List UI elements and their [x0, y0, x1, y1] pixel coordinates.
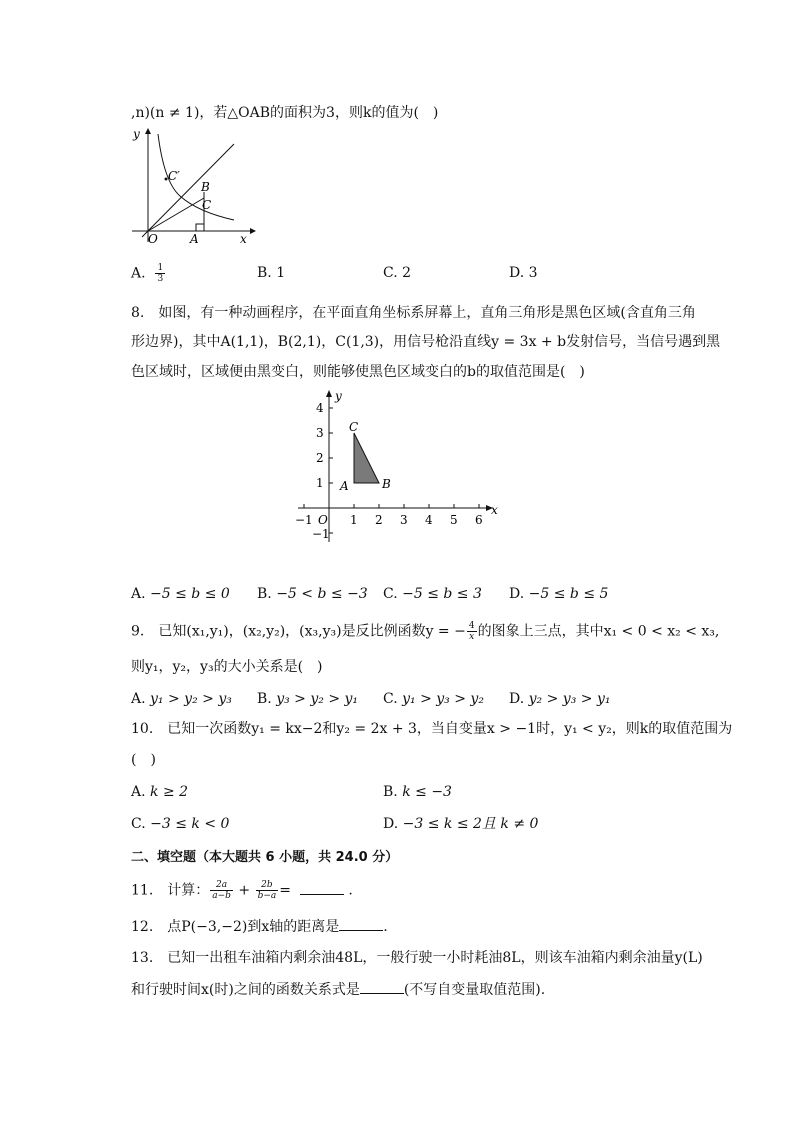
q7-label-o: O — [148, 232, 158, 246]
q7-y-arrow — [145, 128, 151, 134]
q7-label-a: A — [190, 232, 199, 246]
q9-option-a: A. y₁ > y₂ > y₃ — [131, 691, 232, 707]
q8-label-a: A — [340, 479, 349, 493]
q8-x-tick-label: 4 — [425, 513, 433, 527]
q8-option-b: B. −5 < b ≤ −3 — [257, 586, 368, 602]
q7-graph — [128, 124, 258, 246]
q7-label-b: B — [201, 180, 210, 194]
q8-x-tick-label: 2 — [375, 513, 383, 527]
q8-y-tick-label: 2 — [316, 451, 324, 465]
q8-y-ticks — [329, 408, 333, 533]
q13-line-1: 13. 已知一出租车油箱内剩余油48L，一般行驶一小时耗油8L，则该车油箱内剩余油量y(L) — [131, 950, 703, 966]
q8-y-tick-label: 3 — [316, 426, 324, 440]
q7-x-arrow — [250, 228, 256, 234]
q9-line-2: 则y₁，y₂，y₃的大小关系是( ) — [131, 659, 323, 675]
q8-x-ticks — [304, 504, 479, 508]
q7-label-y: y — [133, 127, 140, 141]
q8-y-arrow — [326, 390, 332, 397]
q10-option-d: D. −3 ≤ k ≤ 2且 k ≠ 0 — [383, 816, 539, 832]
q8-option-c: C. −5 ≤ b ≤ 3 — [383, 586, 482, 602]
q10-line-1: 10. 已知一次函数y₁ = kx−2和y₂ = 2x + 3，当自变量x > −1时，y₁ < y₂，则k的取值范围为 — [131, 721, 733, 737]
q8-option-a: A. −5 ≤ b ≤ 0 — [131, 586, 230, 602]
q8-line-3: 色区域时，区域便由黑变白，则能够使黑色区域变白的b的取值范围是( ) — [131, 364, 585, 380]
q13-line-2: 和行驶时间x(时)之间的函数关系式是 (不写自变量取值范围). — [131, 982, 546, 998]
q8-label-c: C — [349, 420, 359, 434]
q8-black-triangle — [354, 433, 379, 483]
q8-y-tick-label: −1 — [312, 527, 330, 541]
q7-line-ob — [142, 144, 234, 237]
q8-line-2: 形边界)，其中A(1,1)，B(2,1)，C(1,3)，用信号枪沿直线y = 3x + b发射信号，当信号遇到黑 — [131, 334, 721, 350]
q8-x-tick-label: 3 — [400, 513, 408, 527]
q11-line: 11. 计算： $\frac{2a}{a-b}$ + $\frac{2b}{b-a}$ = . — [131, 880, 353, 901]
q7-option-c: C. 2 — [383, 265, 412, 281]
q10-option-b: B. k ≤ −3 — [383, 784, 452, 800]
q8-label-b: B — [382, 477, 391, 491]
q7-label-x: x — [240, 232, 247, 246]
q8-x-tick-label: 1 — [350, 513, 358, 527]
q8-x-tick-label: 5 — [450, 513, 458, 527]
q9-line-1: 9. 已知(x₁,y₁)，(x₂,y₂)，(x₃,y₃)是反比例函数y = − $\frac{4}{x}$ 的图象上三点，其中x₁ < 0 < x₂ < x₃, — [131, 621, 720, 642]
q7-right-angle — [196, 224, 204, 231]
q8-option-d: D. −5 ≤ b ≤ 5 — [509, 586, 609, 602]
q13-answer-blank[interactable] — [360, 981, 404, 994]
q7-option-d: D. 3 — [509, 265, 538, 281]
q7-option-a: A. $\frac{1}{3}$ — [131, 263, 164, 284]
q8-y-tick-label: 1 — [316, 476, 324, 490]
q8-x-tick-label: −1 — [295, 513, 313, 527]
q8-line-1: 8. 如图，有一种动画程序，在平面直角坐标系屏幕上，直角三角形是黑色区域(含直角三角 — [131, 305, 696, 321]
q8-label-y: y — [335, 389, 342, 403]
q8-graph — [292, 386, 504, 546]
q8-label-x: x — [491, 503, 498, 517]
q11-answer-blank[interactable] — [300, 882, 344, 895]
q10-option-a: A. k ≥ 2 — [131, 784, 189, 800]
q7-label-c: C — [202, 198, 212, 212]
q12-line: 12. 点P(−3,−2)到x轴的距离是 . — [131, 919, 388, 935]
q7-label-cp: C′ — [168, 169, 180, 183]
q8-label-o: O — [318, 513, 328, 527]
q8-x-tick-label: 6 — [475, 513, 483, 527]
section-title: 二、填空题（本大题共 6 小题，共 24.0 分） — [131, 850, 399, 865]
q12-answer-blank[interactable] — [339, 918, 383, 931]
q7-option-b: B. 1 — [257, 265, 286, 281]
q9-option-d: D. y₂ > y₃ > y₁ — [509, 691, 611, 707]
q7-stem-tail: ,n)(n ≠ 1)，若△OAB的面积为3，则k的值为( ) — [131, 105, 439, 121]
q8-y-tick-label: 4 — [316, 401, 324, 415]
q10-line-2: ( ) — [131, 752, 156, 768]
q9-option-b: B. y₃ > y₂ > y₁ — [257, 691, 359, 707]
q10-option-c: C. −3 ≤ k < 0 — [131, 816, 230, 832]
q9-option-c: C. y₁ > y₃ > y₂ — [383, 691, 484, 707]
